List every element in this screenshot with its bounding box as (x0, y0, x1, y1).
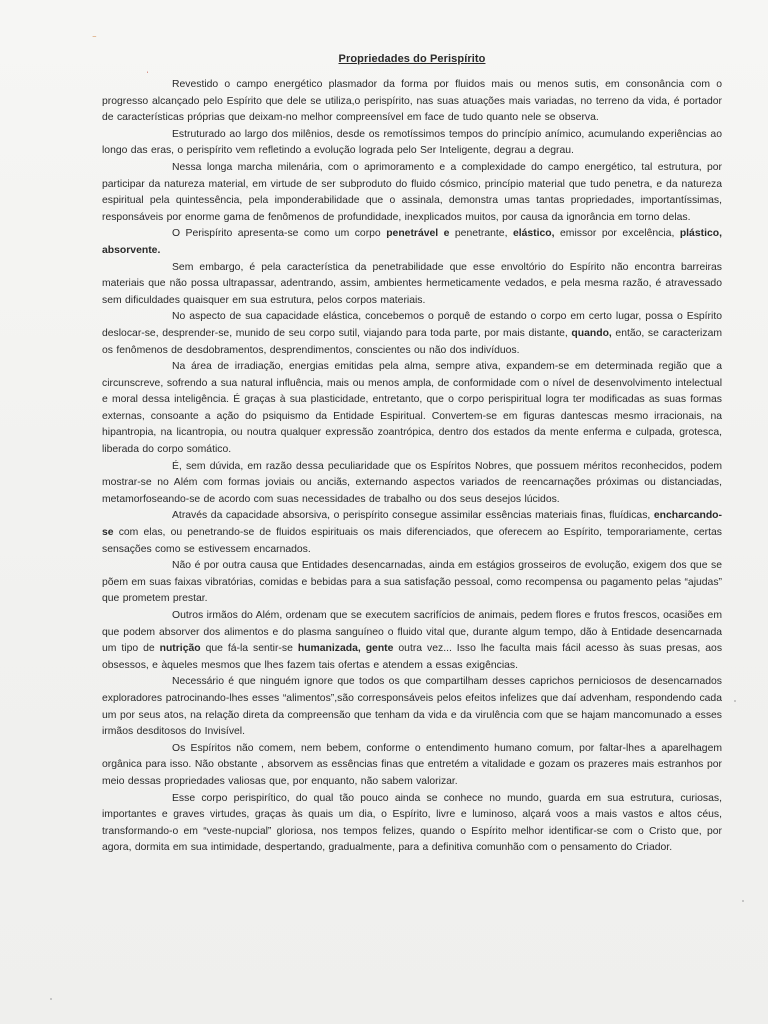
paragraph (102, 160, 722, 226)
paragraph (102, 77, 722, 127)
paragraph (102, 558, 722, 608)
paragraph-text: Através da capacidade absorsiva, o perispírito consegue assimilar essências materiais finas, fluídicas, (172, 510, 654, 522)
paragraph-text: que fá-la sentir-se (200, 643, 298, 655)
paragraph (102, 226, 722, 259)
paragraph-text: Outros irmãos do Além, ordenam que se executem sacrifícios de animais, pedem flores e frutos frescos, ocasiões em que podem absorver dos alimentos e do plasma sanguíneo o fluido vital que, durante algum tempo, dão à Entidade desencarnada um tipo de (102, 610, 722, 655)
bold-text: encharcando-se (102, 510, 722, 539)
bold-text: humanizada, gente (297, 643, 394, 655)
paragraph (102, 791, 722, 857)
paragraph-text: Estruturado ao largo dos milênios, desde os remotíssimos tempos do princípio anímico, acumulando experiências ao longo das eras, o perispírito vem refletindo a evolução lograda pelo Ser Inteligente, degrau a degrau. (102, 128, 722, 157)
ink-mark: ⁻ (92, 33, 97, 43)
paragraph-text: Revestido o campo energético plasmador da forma por fluidos mais ou menos sutis, em consonância com o progresso alcançado pelo Espírito que dele se utiliza,o perispírito, nas suas atuações mais variadas, no terreno da vida, é portador de características próprias que deixam-no melhor compreensível em face de tudo quanto nele se observa. (102, 79, 722, 124)
paragraph-text: Não é por outra causa que Entidades desencarnadas, ainda em estágios grosseiros de evolução, exigem dos que se põem em suas faixas vibratórias, comidas e bebidas para a sua satisfação pessoal, como recompensa ou pagamento pelas “ajudas” que prometem prestar. (102, 560, 722, 605)
scan-speck (50, 998, 52, 1000)
scan-speck (734, 700, 736, 702)
paragraph-text: Na área de irradiação, energias emitidas pela alma, sempre ativa, expandem-se em determinada região que a circunscreve, sofrendo a sua natural influência, mais ou menos ampla, de conformidade com o nível de desenvolvimento intelectual e moral dessa inteligência. É graças à sua plasticidade, entretanto, que o corpo perispiritual logra ter modificadas as suas formas externas, consoante a ação do psiquismo da Entidade Espiritual. Convertem-se em figuras dantescas mesmo irracionais, na hipantropia, na licantropia, ou noutra qualquer expressão zoantrópica, dentro dos estados da mente enferma e culpada, grotesca, liberada do corpo somático. (102, 361, 722, 456)
paragraph (102, 508, 722, 558)
paragraph-text: então, se caracterizam os fenômenos de desdobramentos, desprendimentos, conscientes ou não dos indivíduos. (102, 327, 722, 356)
bold-text: elástico, (512, 228, 555, 240)
paragraph-text: Nessa longa marcha milenária, com o aprimoramento e a complexidade do campo energético, tal estrutura, por participar da natureza material, em virtude de ser subproduto do fluido cósmico, princípio material que tudo penetra, e da natureza espiritual pela quintessência, pela imponderabilidade que o assinala, demonstra umas tantas propriedades, importantíssimas, responsáveis por enorme gama de fenômenos de profundidade, inexplicados muitos, por causa da ignorância em torno delas. (102, 161, 722, 223)
paragraph-text: O Perispírito apresenta-se como um corpo (172, 228, 387, 240)
paragraph-text: É, sem dúvida, em razão dessa peculiaridade que os Espíritos Nobres, que possuem méritos reconhecidos, podem mostrar-se no Além com formas joviais ou anciãs, externando aspectos variados de reencarnações próximas ou distanciadas, metamorfoseando-se de acordo com suas necessidades de trabalho ou dos seus desejos lúcidos. (102, 460, 722, 505)
paragraph (102, 260, 722, 310)
paragraph-list (102, 77, 722, 857)
paragraph-text: penetrante, (449, 228, 513, 240)
paragraph-text: Sem embargo, é pela característica da penetrabilidade que esse envoltório do Espírito não encontra barreiras materiais que não possa ultrapassar, adentrando, assim, ambientes hermeticamente vedados, e pela mesma razão, é atravessado sem dificuldades quaisquer em sua estrutura, pelos corpos materiais. (102, 261, 722, 306)
document-body (102, 53, 722, 857)
paragraph (102, 459, 722, 509)
document-title: Propriedades do Perispírito (338, 53, 486, 65)
bold-text: nutrição (159, 643, 201, 655)
paragraph-text: com elas, ou penetrando-se de fluidos espirituais os mais diferenciados, que oferecem ao Espírito, temporariamente, certas sensações como se estivessem encarnados. (102, 527, 722, 555)
paragraph (102, 309, 722, 359)
bold-text: plástico, absorvente. (102, 228, 722, 256)
ink-mark: ˈ (146, 70, 149, 80)
paragraph-text: Os Espíritos não comem, nem bebem, conforme o entendimento humano comum, por faltar-lhes a aparelhagem orgânica para isso. Não obstante , absorvem as essências finas que entretém a vitalidade e gozam os prazeres mais estranhos por meio dessas propriedades valiosas que, por enquanto, não sabem valorizar. (102, 742, 722, 787)
bold-text: quando, (571, 327, 612, 339)
paragraph-text: Esse corpo perispirítico, do qual tão pouco ainda se conhece no mundo, guarda em sua estrutura, curiosas, importantes e graves virtudes, graças às quais um dia, o Espírito, livre e luminoso, alçará voos a mais vastos e altos céus, transformando-o em “veste-nupcial” gloriosa, nos tempos felizes, quando o Espírito melhor identificar-se com o Cristo que, por agora, dormita em sua intimidade, despertando, gradualmente, para a definitiva comunhão com o pensamento do Criador. (102, 792, 722, 854)
paragraph (102, 608, 722, 674)
paragraph (102, 127, 722, 160)
paragraph (102, 674, 722, 740)
paragraph (102, 359, 722, 459)
paragraph-text: Necessário é que ninguém ignore que todos os que compartilham desses caprichos perniciosos de desencarnados exploradores patrocinando-lhes esses “alimentos”,são corresponsáveis pelos efeitos infelizes que daí advenham, respondendo cada um por seus atos, na relação direta da compreensão que tenham da vida e da virulência com que se hajam mancomunado a esses irmãos desditosos do Invisível. (102, 676, 722, 738)
bold-text: penetrável e (386, 228, 450, 240)
paragraph (102, 741, 722, 791)
paragraph-text: emissor por excelência, (554, 228, 680, 240)
paragraph-text: outra vez... Isso lhe faculta mais fácil acesso às suas presas, aos obsessos, e àqueles mesmos que lhes fazem tais ofertas e atendem a essas exigências. (102, 643, 723, 671)
paragraph-text: No aspecto de sua capacidade elástica, concebemos o porquê de estando o corpo em certo lugar, possa o Espírito deslocar-se, desprender-se, munido de seu corpo sutil, viajando para toda parte, por mais distante, (102, 311, 722, 339)
scan-speck (742, 900, 744, 902)
